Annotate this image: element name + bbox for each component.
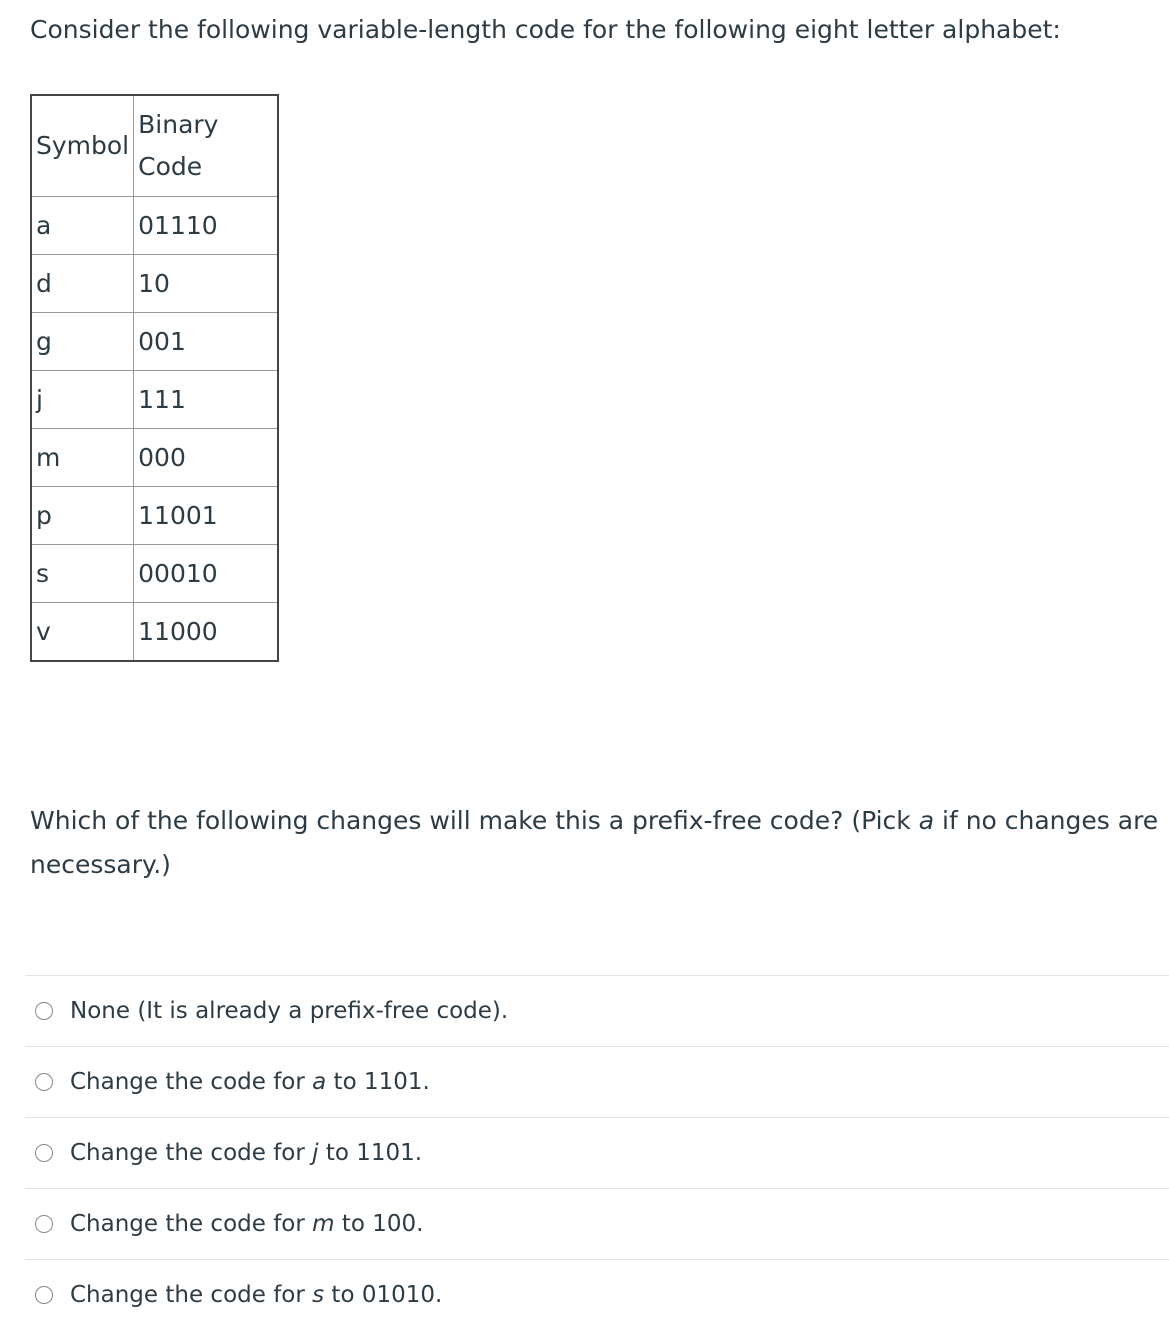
radio-button[interactable] bbox=[35, 1144, 53, 1162]
table-row bbox=[31, 487, 278, 545]
symbol-cell: j bbox=[31, 371, 134, 429]
answer-label bbox=[70, 1211, 423, 1237]
table-row bbox=[31, 313, 278, 371]
answer-label bbox=[70, 1140, 422, 1166]
table-row bbox=[31, 429, 278, 487]
table-row bbox=[31, 371, 278, 429]
answer-label bbox=[70, 1282, 442, 1308]
code-cell: 11000 bbox=[134, 603, 279, 662]
symbol-cell: a bbox=[31, 197, 134, 255]
answer-option-5[interactable] bbox=[25, 1259, 1169, 1330]
code-cell: 01110 bbox=[134, 197, 279, 255]
symbol-cell: m bbox=[31, 429, 134, 487]
radio-button[interactable] bbox=[35, 1002, 53, 1020]
code-cell: 001 bbox=[134, 313, 279, 371]
table-row bbox=[31, 545, 278, 603]
answer-option-1[interactable] bbox=[25, 975, 1169, 1046]
answer-text: Change the code for bbox=[70, 1069, 313, 1095]
binary-code-header: Binary Code bbox=[134, 95, 279, 197]
table-row bbox=[31, 197, 278, 255]
code-cell: 111 bbox=[134, 371, 279, 429]
code-cell: 00010 bbox=[134, 545, 279, 603]
code-table bbox=[30, 94, 279, 662]
answer-text: Change the code for bbox=[70, 1211, 313, 1237]
answer-text: Change the code for bbox=[70, 1140, 313, 1166]
code-cell: 11001 bbox=[134, 487, 279, 545]
code-cell: 000 bbox=[134, 429, 279, 487]
radio-button[interactable] bbox=[35, 1073, 53, 1091]
symbol-header: Symbol bbox=[31, 95, 134, 197]
answer-emphasis: m bbox=[312, 1211, 335, 1237]
answer-emphasis: s bbox=[312, 1282, 325, 1308]
answer-text: Change the code for bbox=[70, 1282, 313, 1308]
code-cell: 10 bbox=[134, 255, 279, 313]
answer-option-2[interactable] bbox=[25, 1046, 1169, 1117]
symbol-cell: d bbox=[31, 255, 134, 313]
radio-button[interactable] bbox=[35, 1286, 53, 1304]
answer-emphasis: j bbox=[312, 1140, 319, 1166]
answer-text-end: to 01010. bbox=[324, 1282, 443, 1308]
symbol-cell: p bbox=[31, 487, 134, 545]
question-text-start: Which of the following changes will make this a prefix-free code? (Pick bbox=[30, 806, 919, 835]
question-text bbox=[30, 799, 1165, 887]
answer-text: None (It is already a prefix-free code). bbox=[70, 998, 509, 1024]
table-row bbox=[31, 255, 278, 313]
answer-label bbox=[70, 1069, 430, 1095]
intro-text: Consider the following variable-length code for the following eight letter alphabet: bbox=[30, 15, 1061, 44]
table-row bbox=[31, 603, 278, 662]
radio-button[interactable] bbox=[35, 1215, 53, 1233]
answer-emphasis: a bbox=[312, 1069, 327, 1095]
answer-text-end: to 100. bbox=[334, 1211, 424, 1237]
symbol-cell: s bbox=[31, 545, 134, 603]
symbol-cell: g bbox=[31, 313, 134, 371]
symbol-cell: v bbox=[31, 603, 134, 662]
question-emphasis: a bbox=[918, 806, 935, 835]
table-header-row bbox=[31, 95, 278, 197]
question-text-end: if no changes are necessary.) bbox=[30, 806, 1159, 879]
answer-text-end: to 1101. bbox=[318, 1140, 423, 1166]
answer-option-4[interactable] bbox=[25, 1188, 1169, 1259]
answer-label bbox=[70, 998, 508, 1024]
answer-list bbox=[25, 975, 1169, 1330]
answer-text-end: to 1101. bbox=[326, 1069, 430, 1095]
answer-option-3[interactable] bbox=[25, 1117, 1169, 1188]
